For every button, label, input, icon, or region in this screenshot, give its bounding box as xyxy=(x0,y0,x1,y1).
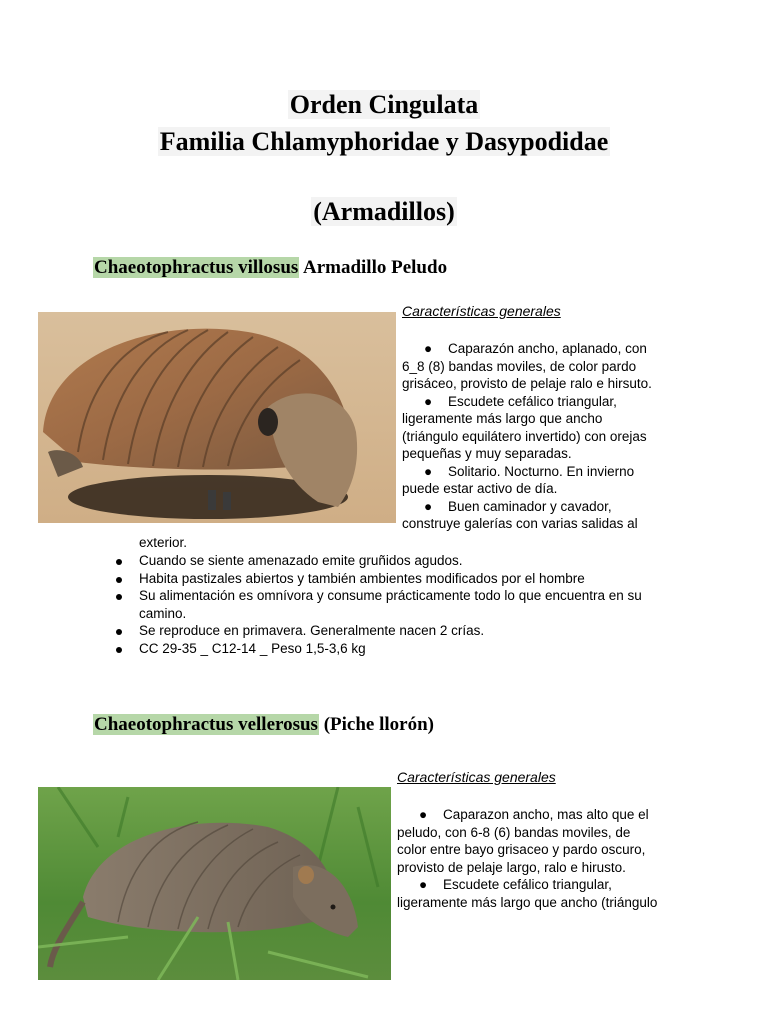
list-item-text: Cuando se siente amenazado emite gruñidos agudos. xyxy=(139,553,463,568)
bullet-text: provisto de pelaje largo, ralo e hirusto. xyxy=(397,859,626,875)
bullet-text: Caparazón ancho, aplanado, con xyxy=(448,341,647,356)
bullet-item: ● Caparazón ancho, aplanado, con 6_8 (8) bandas moviles, de color pardo grisáceo, provisto de pelaje ralo e hirsuto. xyxy=(402,340,692,393)
list-item xyxy=(112,570,682,588)
bullet-text: construye galerías con varias salidas al xyxy=(402,516,638,531)
characteristics-heading: Características generales xyxy=(402,303,561,319)
list-item xyxy=(112,640,682,658)
characteristics-side-text xyxy=(397,806,687,911)
common-name: (Piche llorón) xyxy=(323,714,434,735)
bullet-text: Caparazon ancho, mas alto que el xyxy=(443,807,649,822)
bullet-text: ligeramente más largo que ancho (triángulo xyxy=(397,894,658,910)
list-item-text: Su alimentación es omnívora y consume prácticamente todo lo que encuentra en su camino. xyxy=(139,588,642,621)
bullet-icon xyxy=(116,577,122,583)
bullet-icon xyxy=(116,594,122,600)
continuation-text: exterior. xyxy=(139,535,188,550)
piche-lloron-photo xyxy=(38,787,391,980)
list-item-text: Habita pastizales abiertos y también ambientes modificados por el hombre xyxy=(139,570,585,586)
bullet-text: 6_8 (8) bandas moviles, de color pardo xyxy=(402,358,637,374)
bullet-text: grisáceo, provisto de pelaje ralo e hirsuto. xyxy=(402,376,652,391)
characteristics-heading: Características generales xyxy=(397,769,556,785)
bullet-text: Escudete cefálico triangular, xyxy=(448,393,617,409)
order-title xyxy=(0,88,768,122)
scientific-name: Chaeotophractus vellerosus xyxy=(94,714,318,735)
bullet-icon xyxy=(116,629,122,635)
characteristics-list xyxy=(112,552,682,657)
bullet-icon xyxy=(116,647,122,653)
bullet-item: ● Buen caminador y cavador, construye galerías con varias salidas al xyxy=(402,498,692,533)
bullet-icon xyxy=(116,559,122,565)
list-item-text: CC 29-35 _ C12-14 _ Peso 1,5-3,6 kg xyxy=(139,640,366,656)
bullet-item: ● Escudete cefálico triangular, ligeramente más largo que ancho (triángulo equilátero invertido) con orejas pequeñas y muy separadas. xyxy=(402,393,692,463)
group-subtitle xyxy=(0,195,768,229)
bullet-item: ● Solitario. Nocturno. En invierno puede estar activo de día. xyxy=(402,463,692,498)
bullet-text: peludo, con 6-8 (6) bandas moviles, de xyxy=(397,824,631,840)
bullet-text: Escudete cefálico triangular, xyxy=(443,877,612,892)
list-item xyxy=(112,552,682,570)
order-title-text: Orden Cingulata xyxy=(289,90,479,119)
bullet-text: puede estar activo de día. xyxy=(402,481,558,496)
bullet-text: Buen caminador y cavador, xyxy=(448,498,612,514)
species-heading-vellerosus xyxy=(93,712,434,738)
bullet-text: (triángulo equilátero invertido) con orejas xyxy=(402,428,647,444)
bullet-text: pequeñas y muy separadas. xyxy=(402,446,572,461)
common-name: Armadillo Peludo xyxy=(302,257,448,278)
scientific-name: Chaeotophractus villosus xyxy=(94,257,299,278)
group-subtitle-text: (Armadillos) xyxy=(313,197,455,226)
bullet-item: ● Caparazon ancho, mas alto que el peludo, con 6-8 (6) bandas moviles, de color entre bayo grisaceo y pardo oscuro, provisto de pelaje largo, ralo e hirusto. xyxy=(397,806,687,876)
list-item xyxy=(112,622,682,640)
family-title xyxy=(0,125,768,159)
characteristics-side-text xyxy=(402,340,692,533)
bullet-text: ligeramente más largo que ancho xyxy=(402,411,603,426)
species-heading-villosus xyxy=(93,255,447,281)
list-item xyxy=(112,587,682,622)
family-title-text: Familia Chlamyphoridae y Dasypodidae xyxy=(159,127,609,156)
list-item-text: Se reproduce en primavera. Generalmente nacen 2 crías. xyxy=(139,623,485,638)
bullet-text: Solitario. Nocturno. En invierno xyxy=(448,463,635,479)
armadillo-peludo-photo xyxy=(38,312,396,523)
bullet-text: color entre bayo grisaceo y pardo oscuro, xyxy=(397,842,646,857)
bullet-item: ● Escudete cefálico triangular, ligeramente más largo que ancho (triángulo xyxy=(397,876,687,911)
